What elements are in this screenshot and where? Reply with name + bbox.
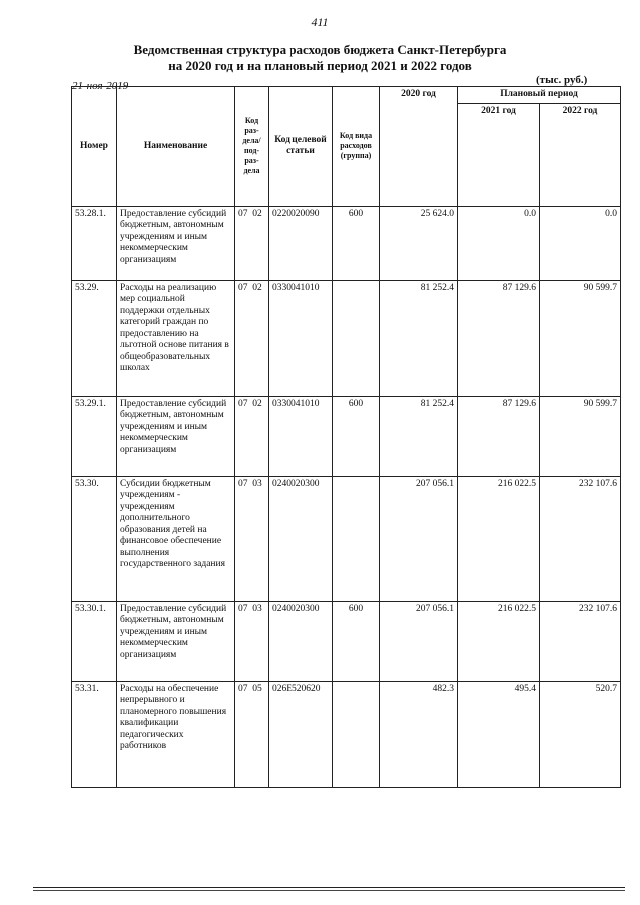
table-row — [72, 206, 621, 280]
row-2021: 87 129.6 — [458, 280, 540, 396]
row-number: 53.30. — [72, 476, 117, 601]
row-name: Расходы на обеспечение непрерывного и планомерного повышения квалификации педагогических работников — [117, 681, 235, 787]
row-section — [235, 681, 269, 787]
row-2021: 87 129.6 — [458, 396, 540, 476]
footer-rule-secondary — [33, 890, 625, 891]
row-sec: 07 — [238, 282, 248, 293]
budget-table — [71, 86, 621, 788]
row-name: Предоставление субсидий бюджетным, автономным учреждениям и иным некоммерческим организациям — [117, 396, 235, 476]
row-sub: 02 — [252, 282, 262, 293]
row-number: 53.31. — [72, 681, 117, 787]
row-2020: 207 056.1 — [380, 601, 458, 681]
row-2021: 216 022.5 — [458, 601, 540, 681]
row-section — [235, 280, 269, 396]
row-2022: 232 107.6 — [540, 601, 621, 681]
table-row — [72, 601, 621, 681]
row-type — [333, 681, 380, 787]
row-target: 0330041010 — [269, 280, 333, 396]
row-target: 0240020300 — [269, 601, 333, 681]
row-name: Расходы на реализацию мер социальной поддержки отдельных категорий граждан по предоставлению на льготной основе питания в общеобразовательных школах — [117, 280, 235, 396]
row-type — [333, 280, 380, 396]
row-name: Предоставление субсидий бюджетным, автономным учреждениям и иным некоммерческим организациям — [117, 601, 235, 681]
row-2021: 216 022.5 — [458, 476, 540, 601]
row-2020: 81 252.4 — [380, 280, 458, 396]
header-type: Код вида расходов (группа) — [333, 87, 380, 207]
row-2021: 0.0 — [458, 206, 540, 280]
header-2021: 2021 год — [458, 103, 540, 206]
table-row — [72, 476, 621, 601]
row-sec: 07 — [238, 398, 248, 409]
row-sub: 05 — [252, 683, 262, 694]
units-label: (тыс. руб.) — [536, 74, 588, 86]
row-name: Предоставление субсидий бюджетным, автономным учреждениям и иным некоммерческим организациям — [117, 206, 235, 280]
row-type — [333, 476, 380, 601]
row-sub: 03 — [252, 478, 262, 489]
row-2020: 207 056.1 — [380, 476, 458, 601]
row-2021: 495.4 — [458, 681, 540, 787]
row-sub: 03 — [252, 603, 262, 614]
row-section — [235, 396, 269, 476]
header-2022: 2022 год — [540, 103, 621, 206]
row-number: 53.28.1. — [72, 206, 117, 280]
header-2020: 2020 год — [380, 87, 458, 207]
document-date: 21-ноя-2019 — [72, 80, 129, 92]
row-sub: 02 — [252, 208, 262, 219]
table-row — [72, 681, 621, 787]
header-plan-period: Плановый период — [458, 87, 621, 104]
row-2020: 482.3 — [380, 681, 458, 787]
row-section — [235, 206, 269, 280]
footer-rule — [33, 887, 625, 888]
row-2022: 0.0 — [540, 206, 621, 280]
row-target: 026E520620 — [269, 681, 333, 787]
table-row — [72, 280, 621, 396]
row-section — [235, 476, 269, 601]
row-2020: 25 624.0 — [380, 206, 458, 280]
header-number: Номер — [72, 87, 117, 207]
row-target: 0240020300 — [269, 476, 333, 601]
row-sec: 07 — [238, 603, 248, 614]
row-target: 0330041010 — [269, 396, 333, 476]
row-type: 600 — [333, 396, 380, 476]
row-2022: 520.7 — [540, 681, 621, 787]
title-line-1: Ведомственная структура расходов бюджета Санкт-Петербурга — [133, 42, 507, 57]
row-target: 0220020090 — [269, 206, 333, 280]
row-sec: 07 — [238, 683, 248, 694]
row-sec: 07 — [238, 478, 248, 489]
table-row — [72, 396, 621, 476]
title-line-2: на 2020 год и на плановый период 2021 и 2022 годов — [168, 58, 472, 73]
row-name: Субсидии бюджетным учреждениям - учреждениям дополнительного образования детей на финансовое обеспечение выполнения государственного задания — [117, 476, 235, 601]
row-2020: 81 252.4 — [380, 396, 458, 476]
row-type: 600 — [333, 601, 380, 681]
page-number: 411 — [311, 15, 329, 29]
row-sub: 02 — [252, 398, 262, 409]
row-sec: 07 — [238, 208, 248, 219]
row-number: 53.29.1. — [72, 396, 117, 476]
header-target: Код целевой статьи — [269, 87, 333, 207]
header-name: Наименование — [117, 87, 235, 207]
row-2022: 232 107.6 — [540, 476, 621, 601]
row-number: 53.30.1. — [72, 601, 117, 681]
document-title — [0, 42, 640, 74]
row-type: 600 — [333, 206, 380, 280]
row-2022: 90 599.7 — [540, 280, 621, 396]
row-section — [235, 601, 269, 681]
header-section: Код раз- дела/ под- раз- дела — [235, 87, 269, 207]
row-2022: 90 599.7 — [540, 396, 621, 476]
row-number: 53.29. — [72, 280, 117, 396]
